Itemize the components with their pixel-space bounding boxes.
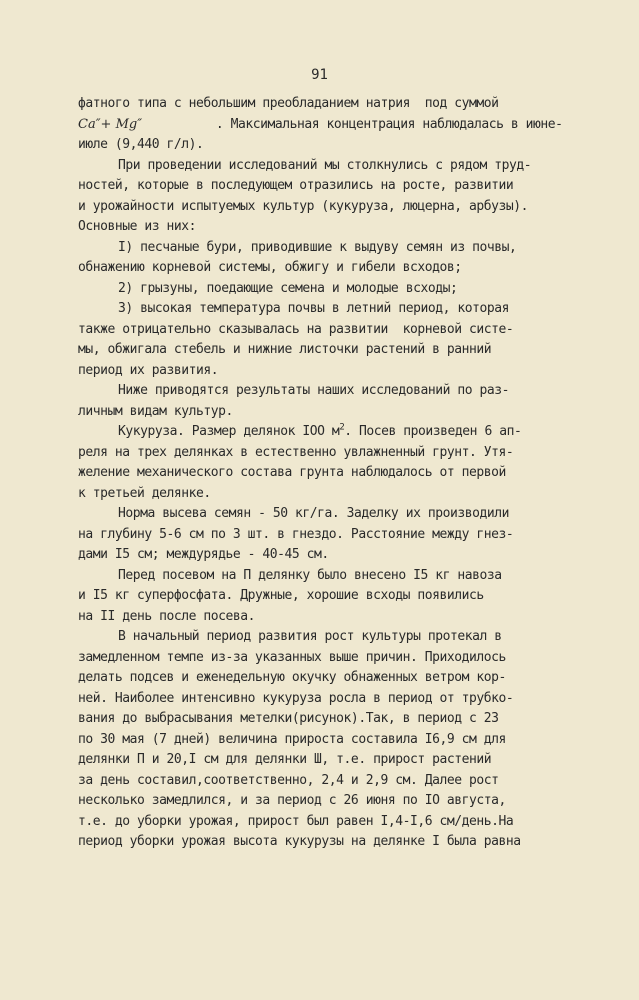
text-line [78,381,568,402]
text-line-content: за день составил,соответственно, 2,4 и 2,9 см. Далее рост [78,772,499,788]
text-line-content: личным видам культур. [78,403,233,419]
text-line [78,812,568,833]
text-line-content: 3) высокая температура почвы в летний период, которая [118,301,509,316]
page-number: 91 [311,67,328,83]
text-line [78,402,568,423]
text-line [78,607,568,628]
text-line-content: фатного типа с небольшим преобладанием натрия под суммой [78,96,499,111]
text-line [78,176,568,197]
text-line-content: Кукуруза. Размер делянок IOO м [118,424,340,439]
text-line-content: дами I5 см; междурядье - 40-45 см. [78,547,329,562]
text-line-content: также отрицательно сказывалась на развитии корневой систе- [78,321,514,337]
text-line [78,771,568,792]
text-line [78,463,568,484]
text-line [78,422,568,443]
text-line-content: ней. Наиболее интенсивно кукуруза росла в период от трубко- [78,690,514,706]
text-line [78,504,568,525]
text-line-content: 2) грызуны, поедающие семена и молодые всходы; [118,280,458,296]
text-line-content: . Максимальная концентрация наблюдалась в июне- [142,116,563,132]
text-line-content: на глубину 5-6 см по 3 шт. в гнездо. Расстояние между гнез- [78,526,514,542]
text-line [78,586,568,607]
text-line [78,94,568,115]
text-line [78,320,568,341]
text-line-content: вания до выбрасывания метелки(рисунок).Так, в период с 23 [78,711,499,726]
text-line [78,299,568,320]
text-line-content: Основные из них: [78,219,197,234]
text-line-content: замедленном темпе из-за указанных выше причин. Приходилось [78,649,506,665]
text-line [78,197,568,218]
text-line [78,689,568,710]
text-line [78,135,568,156]
text-line [78,115,568,136]
text-line [78,566,568,587]
text-line-content: I) песчаные бури, приводившие к выдуву семян из почвы, [118,239,517,255]
text-line [78,730,568,751]
text-line-content: Перед посевом на П делянку было внесено I5 кг навоза [118,567,502,583]
text-line-content: несколько замедлился, и за период с 26 июня по IO августа, [78,793,506,808]
text-line [78,545,568,566]
text-line [78,709,568,730]
text-line-content: по 30 мая (7 дней) величина прироста составила I6,9 см для [78,731,506,747]
text-line [78,668,568,689]
text-line [78,627,568,648]
text-line [78,832,568,853]
text-line [78,238,568,259]
text-line [78,484,568,505]
text-line [78,791,568,812]
text-line-content: период их развития. [78,362,219,378]
text-line [78,258,568,279]
text-line-content: При проведении исследований мы столкнулись с рядом труд- [118,157,532,173]
text-line [78,156,568,177]
text-line [78,443,568,464]
text-line-content: т.е. до уборки урожая, прирост был равен I,4-I,6 см/день.На [78,813,514,829]
text-line-content: делянки П и 20,I см для делянки Ш, т.е. прирост растений [78,752,492,767]
handwritten-formula: Ca″+ Mg″ [78,116,143,132]
text-line-content: желение механического состава грунта наблюдалось от первой [78,465,506,480]
text-line-content: мы, обжигала стебель и нижние листочки растений в ранний [78,342,492,357]
text-line-content: Ниже приводятся результаты наших исследований по раз- [118,383,509,398]
text-line [78,217,568,238]
body-text [78,94,568,853]
text-line-content: В начальный период развития рост культуры протекал в [118,629,502,644]
text-line-content: ностей, которые в последующем отразились на росте, развитии [78,178,514,193]
text-line-content: реля на трех делянках в естественно увлажненный грунт. Утя- [78,444,514,460]
text-line-content: и урожайности испытуемых культур (кукуруза, люцерна, арбузы). [78,198,528,214]
text-line-content: делать подсев и еженедельную окучку обнаженных ветром кор- [78,670,506,685]
text-line [78,750,568,771]
superscript: 2 [339,422,345,433]
text-line-content: период уборки урожая высота кукурузы на делянке I была равна [78,834,521,849]
text-line-content: Норма высева семян - 50 кг/га. Заделку их производили [118,506,509,521]
text-line-content: и I5 кг суперфосфата. Дружные, хорошие всходы появились [78,588,484,603]
text-line-continuation: . Посев произведен 6 ап- [344,424,522,439]
text-line [78,525,568,546]
text-line [78,340,568,361]
text-line [78,279,568,300]
text-line-content: на II день после посева. [78,608,256,624]
text-line [78,648,568,669]
text-line [78,361,568,382]
text-line-content: к третьей делянке. [78,485,211,501]
text-line-content: июле (9,440 г/л). [78,137,204,152]
text-line-content: обнажению корневой системы, обжигу и гибели всходов; [78,260,462,275]
